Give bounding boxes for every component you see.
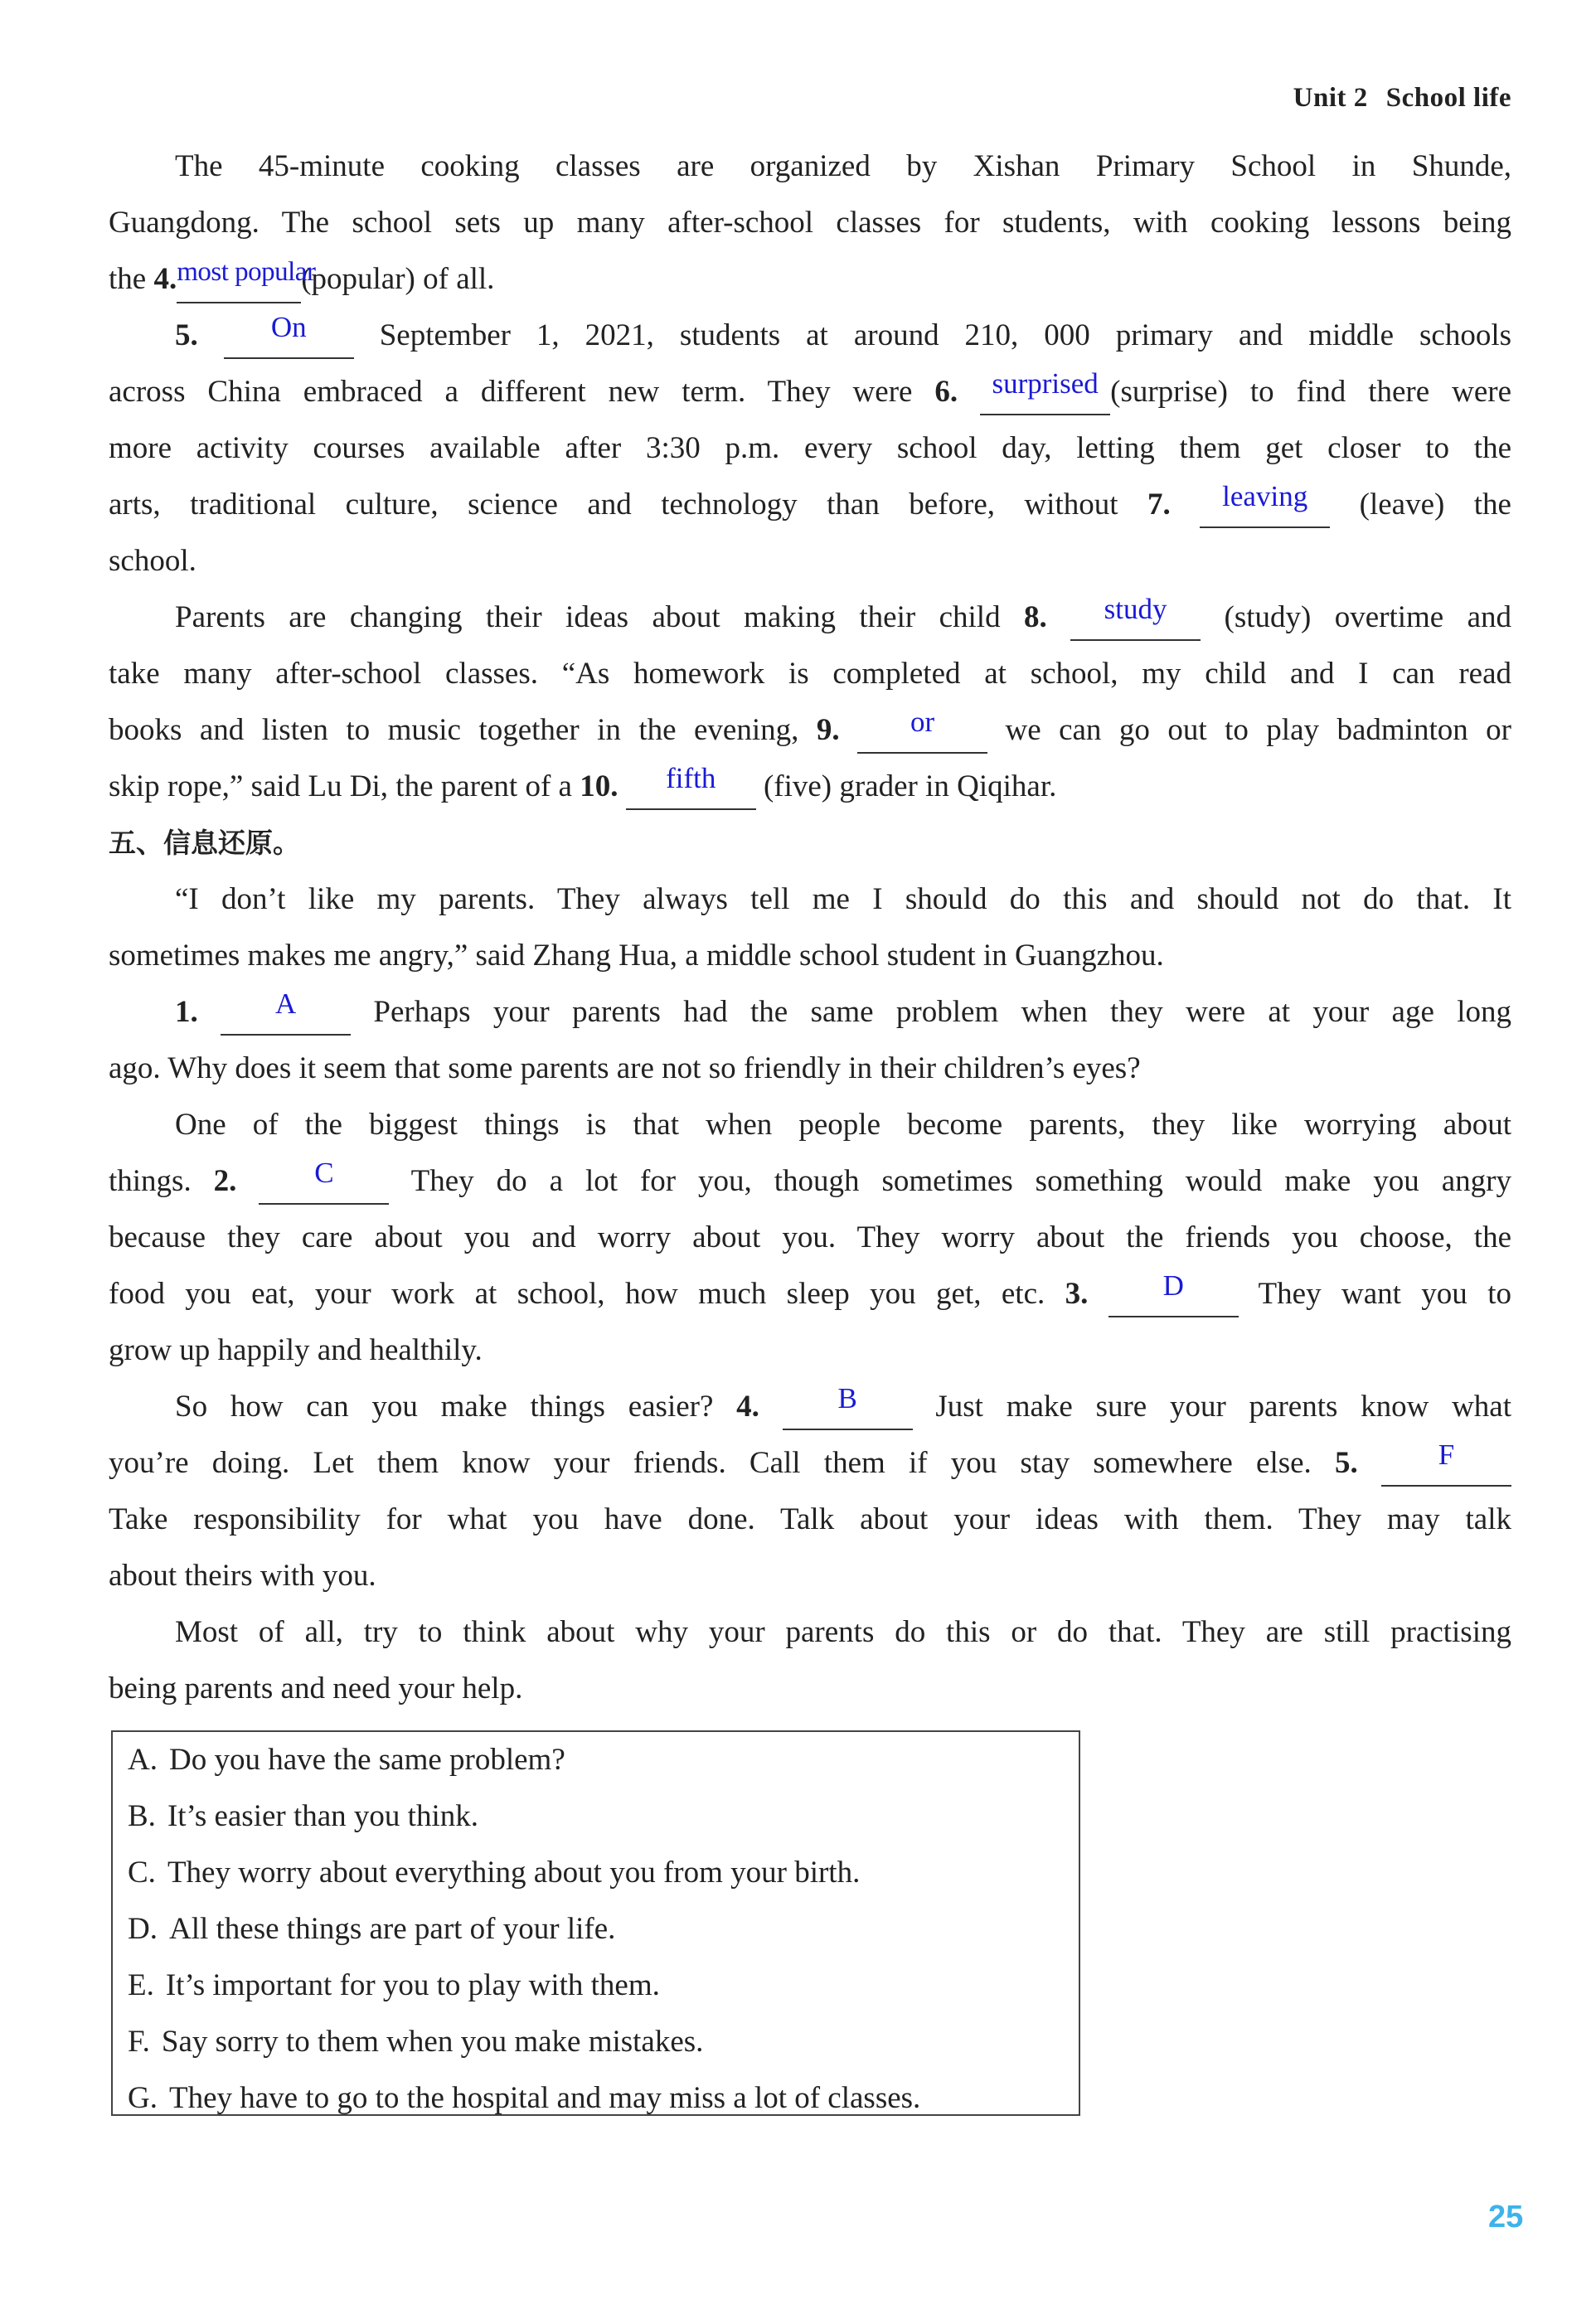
text-segment bbox=[198, 318, 224, 352]
text-segment: (leave) the bbox=[1330, 488, 1511, 522]
question-number: 5. bbox=[1335, 1446, 1358, 1480]
text-segment: books and listen to music together in the evening, bbox=[109, 713, 817, 747]
text-segment: Most of all, try to think about why your parents do this or do that. They are still practising bbox=[175, 1615, 1511, 1649]
text-segment: (five) grader in Qiqihar. bbox=[755, 769, 1057, 803]
passage-body bbox=[109, 138, 1511, 1717]
text-segment: The 45-minute cooking classes are organized by Xishan Primary School in Shunde, bbox=[175, 149, 1511, 183]
text-segment: being parents and need your help. bbox=[109, 1671, 523, 1705]
option-text: They have to go to the hospital and may miss a lot of classes. bbox=[168, 2081, 921, 2115]
text-segment: So how can you make things easier? bbox=[175, 1390, 737, 1424]
text-segment: arts, traditional culture, science and technology than before, without bbox=[109, 488, 1147, 522]
text-segment: you’re doing. Let them know your friends. Call them if you stay somewhere else. bbox=[109, 1446, 1336, 1480]
option-item bbox=[113, 1732, 1079, 1788]
text-line bbox=[109, 1322, 1511, 1379]
option-item bbox=[113, 1845, 1079, 1901]
option-letter: E. bbox=[128, 1968, 154, 2002]
unit-label: Unit 2 bbox=[1293, 83, 1368, 113]
option-text: Do you have the same problem? bbox=[168, 1743, 565, 1777]
text-segment: we can go out to play badminton or bbox=[987, 713, 1511, 747]
answer-blank[interactable] bbox=[259, 1157, 389, 1205]
text-segment bbox=[759, 1390, 783, 1424]
unit-title: School life bbox=[1385, 83, 1511, 113]
answer-text: fifth bbox=[666, 762, 716, 794]
text-line bbox=[109, 1548, 1511, 1604]
answer-blank[interactable] bbox=[980, 367, 1110, 415]
running-header bbox=[1293, 83, 1511, 114]
text-line bbox=[109, 308, 1511, 364]
text-segment bbox=[958, 375, 980, 409]
option-item bbox=[113, 2070, 1079, 2127]
answer-text: leaving bbox=[1222, 480, 1308, 512]
text-line bbox=[109, 420, 1511, 477]
text-segment: more activity courses available after 3:30 p.m. every school day, letting them get closer to the bbox=[109, 431, 1511, 465]
answer-blank[interactable] bbox=[224, 311, 354, 359]
text-segment: grow up happily and healthily. bbox=[109, 1333, 483, 1367]
text-line bbox=[109, 1492, 1511, 1548]
option-text: It’s easier than you think. bbox=[167, 1799, 478, 1833]
option-letter: F. bbox=[128, 2025, 150, 2059]
text-segment: food you eat, your work at school, how much sleep you get, etc. bbox=[109, 1277, 1065, 1311]
text-line bbox=[109, 1210, 1511, 1266]
question-number: 10. bbox=[580, 769, 619, 803]
text-line bbox=[109, 928, 1511, 984]
text-segment bbox=[1171, 488, 1200, 522]
question-number: 4. bbox=[153, 262, 177, 296]
text-segment: things. bbox=[109, 1164, 214, 1198]
option-text: All these things are part of your life. bbox=[168, 1912, 616, 1946]
text-segment: skip rope,” said Lu Di, the parent of a bbox=[109, 769, 580, 803]
answer-blank[interactable] bbox=[177, 257, 316, 303]
text-line bbox=[109, 251, 1511, 308]
question-number: 8. bbox=[1023, 600, 1047, 634]
text-line bbox=[109, 477, 1511, 533]
answer-text: surprised bbox=[992, 367, 1099, 400]
options-box bbox=[111, 1730, 1080, 2116]
page-number: 25 bbox=[1488, 2200, 1524, 2234]
answer-blank[interactable] bbox=[1200, 480, 1330, 528]
text-segment: sometimes makes me angry,” said Zhang Hua, a middle school student in Guangzhou. bbox=[109, 939, 1164, 973]
section-heading bbox=[109, 815, 1511, 871]
text-line bbox=[109, 138, 1511, 195]
text-segment: (study) overtime and bbox=[1201, 600, 1512, 634]
option-item bbox=[113, 2014, 1079, 2070]
text-line bbox=[109, 195, 1511, 251]
answer-blank[interactable] bbox=[221, 987, 351, 1036]
option-letter: G. bbox=[128, 2081, 158, 2115]
text-line bbox=[109, 1435, 1511, 1492]
text-line bbox=[109, 533, 1511, 589]
text-line bbox=[109, 1379, 1511, 1435]
option-letter: D. bbox=[128, 1912, 158, 1946]
text-segment: take many after-school classes. “As homework is completed at school, my child and I can read bbox=[109, 657, 1511, 691]
text-line bbox=[109, 702, 1511, 759]
text-segment: Take responsibility for what you have done. Talk about your ideas with them. They may talk bbox=[109, 1502, 1511, 1536]
option-item bbox=[113, 1901, 1079, 1958]
text-line bbox=[109, 759, 1511, 815]
text-segment: Just make sure your parents know what bbox=[912, 1390, 1512, 1424]
question-number: 6. bbox=[934, 375, 958, 409]
question-number: 1. bbox=[175, 995, 198, 1029]
option-item bbox=[113, 1788, 1079, 1845]
question-number: 7. bbox=[1147, 488, 1171, 522]
option-letter: B. bbox=[128, 1799, 156, 1833]
text-segment: ago. Why does it seem that some parents are not so friendly in their children’s eyes? bbox=[109, 1051, 1141, 1085]
answer-text: A bbox=[274, 987, 297, 1020]
text-line bbox=[109, 646, 1511, 702]
option-letter: A. bbox=[128, 1743, 158, 1777]
text-segment bbox=[618, 769, 625, 803]
answer-text: D bbox=[1162, 1269, 1184, 1302]
answer-text: B bbox=[837, 1382, 857, 1414]
text-line bbox=[109, 1604, 1511, 1661]
question-number: 9. bbox=[816, 713, 840, 747]
text-line bbox=[109, 984, 1511, 1041]
question-number: 5. bbox=[175, 318, 198, 352]
answer-blank[interactable] bbox=[1108, 1269, 1239, 1317]
option-letter: C. bbox=[128, 1856, 156, 1890]
text-segment: about theirs with you. bbox=[109, 1559, 376, 1593]
text-line bbox=[109, 871, 1511, 928]
answer-text: most popular bbox=[177, 257, 316, 287]
option-text: It’s important for you to play with them. bbox=[165, 1968, 660, 2002]
text-segment bbox=[236, 1164, 259, 1198]
text-segment: (popular) of all. bbox=[301, 262, 495, 296]
answer-text: On bbox=[270, 311, 307, 343]
text-segment bbox=[1358, 1446, 1381, 1480]
text-line bbox=[109, 1661, 1511, 1717]
answer-text: C bbox=[314, 1157, 334, 1189]
answer-text: F bbox=[1438, 1439, 1455, 1471]
text-line bbox=[109, 364, 1511, 420]
option-text: They worry about everything about you from your birth. bbox=[167, 1856, 861, 1890]
text-segment: “I don’t like my parents. They always tell me I should do this and should not do that. It bbox=[175, 882, 1511, 916]
answer-blank[interactable] bbox=[1070, 593, 1201, 641]
text-segment bbox=[1088, 1277, 1108, 1311]
text-segment: They do a lot for you, though sometimes something would make you angry bbox=[389, 1164, 1511, 1198]
answer-blank[interactable] bbox=[783, 1382, 913, 1430]
question-number: 3. bbox=[1065, 1277, 1089, 1311]
text-segment: across China embraced a different new term. They were bbox=[109, 375, 935, 409]
text-line bbox=[109, 1097, 1511, 1153]
option-text: Say sorry to them when you make mistakes. bbox=[161, 2025, 704, 2059]
text-segment: Parents are changing their ideas about making their child bbox=[175, 600, 1024, 634]
answer-blank[interactable] bbox=[857, 706, 987, 754]
answer-text: study bbox=[1104, 593, 1167, 625]
text-segment: because they care about you and worry about you. They worry about the friends you choose, the bbox=[109, 1220, 1511, 1254]
text-segment: school. bbox=[109, 544, 196, 578]
text-segment bbox=[1047, 600, 1070, 634]
text-segment: Perhaps your parents had the same problem when they were at your age long bbox=[351, 995, 1512, 1029]
text-segment: the bbox=[109, 262, 154, 296]
text-segment bbox=[840, 713, 857, 747]
text-segment: Guangdong. The school sets up many after-school classes for students, with cooking lessons being bbox=[109, 206, 1511, 240]
text-segment: One of the biggest things is that when people become parents, they like worrying about bbox=[175, 1108, 1511, 1142]
text-line bbox=[109, 1041, 1511, 1097]
text-line bbox=[109, 1266, 1511, 1322]
text-segment: 五、信息还原。 bbox=[109, 827, 300, 859]
text-segment: They want you to bbox=[1238, 1277, 1511, 1311]
text-line bbox=[109, 589, 1511, 646]
option-item bbox=[113, 1958, 1079, 2014]
text-segment bbox=[198, 995, 221, 1029]
text-segment: September 1, 2021, students at around 210, 000 primary and middle schools bbox=[353, 318, 1511, 352]
question-number: 2. bbox=[213, 1164, 237, 1198]
question-number: 4. bbox=[736, 1390, 759, 1424]
answer-text: or bbox=[910, 706, 935, 738]
answer-blank[interactable] bbox=[1381, 1439, 1511, 1487]
text-segment: (surprise) to find there were bbox=[1110, 375, 1511, 409]
answer-blank[interactable] bbox=[626, 762, 756, 810]
text-line bbox=[109, 1153, 1511, 1210]
